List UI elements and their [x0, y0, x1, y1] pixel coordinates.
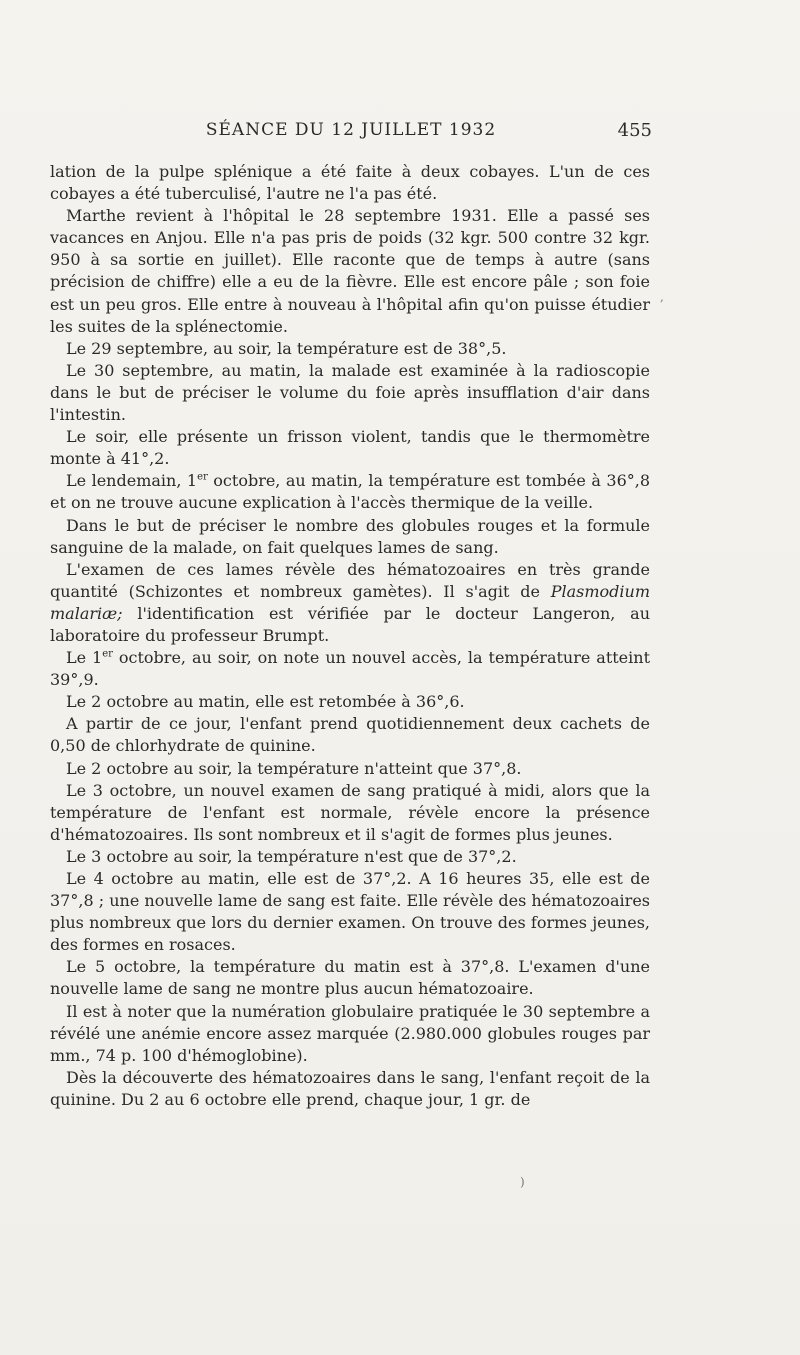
paragraph: Le 29 septembre, au soir, la température est de 38°,5.	[66, 338, 507, 358]
paragraph: Le soir, elle présente un frisson violent, tandis que le thermomètre monte à 41°,2.	[50, 427, 650, 469]
paragraph: Le 2 octobre au soir, la température n'atteint que 37°,8.	[66, 758, 522, 778]
species-name: Plasmodium malariæ;	[50, 581, 650, 623]
paragraph: Dès la découverte des hématozoaires dans le sang, l'enfant reçoit de la quinine. Du 2 au 6 octobre elle prend, chaque jour, 1 gr. de	[50, 1067, 650, 1109]
paragraph: L'examen de ces lames révèle des hématozoaires en très grande quantité (Schizontes et nombreux gamètes). Il s'agit de Plasmodium malariæ; l'identification est vérifiée par le docteur Langeron, au laboratoire du professeur Brumpt.	[50, 559, 650, 645]
paragraph: Le lendemain, 1er octobre, au matin, la température est tombée à 36°,8 et on ne trouve aucune explication à l'accès thermique de la veille.	[50, 471, 651, 513]
paragraph: Il est à noter que la numération globulaire pratiquée le 30 septembre a révélé une anémie encore assez marquée (2.980.000 globules rouges par mm., 74 p. 100 d'hémoglobine).	[50, 1001, 650, 1065]
paragraph: A partir de ce jour, l'enfant prend quotidiennement deux cachets de 0,50 de chlorhydrate de quinine.	[50, 714, 650, 756]
paragraph: Dans le but de préciser le nombre des globules rouges et la formule sanguine de la malade, on fait quelques lames de sang.	[50, 515, 650, 557]
paragraph: lation de la pulpe splénique a été faite à deux cobayes. L'un de ces cobayes a été tuberculisé, l'autre ne l'a pas été.	[50, 162, 650, 204]
body-text	[50, 161, 650, 1111]
margin-speck: ,	[660, 290, 664, 304]
paragraph: Le 3 octobre au soir, la température n'est que de 37°,2.	[66, 846, 517, 866]
paragraph: Le 3 octobre, un nouvel examen de sang pratiqué à midi, alors que la température de l'enfant est normale, révèle encore la présence d'hématozoaires. Ils sont nombreux et il s'agit de formes plus jeunes.	[50, 780, 650, 844]
paragraph: Le 5 octobre, la température du matin est à 37°,8. L'examen d'une nouvelle lame de sang ne montre plus aucun hématozoaire.	[50, 957, 650, 999]
paragraph: Le 4 octobre au matin, elle est de 37°,2. A 16 heures 35, elle est de 37°,8 ; une nouvelle lame de sang est faite. Elle révèle des hématozoaires plus nombreux que lors du dernier examen. On trouve des formes jeunes, des formes en rosaces.	[50, 869, 650, 955]
paragraph: Le 1er octobre, au soir, on note un nouvel accès, la température atteint 39°,9.	[50, 648, 651, 690]
page-title: SÉANCE DU 12 JUILLET 1932	[205, 120, 497, 140]
running-header	[50, 118, 652, 148]
paragraph: Le 30 septembre, au matin, la malade est examinée à la radioscopie dans le but de préciser le volume du foie après insufflation d'air dans l'intestin.	[50, 360, 650, 425]
paragraph: Marthe revient à l'hôpital le 28 septembre 1931. Elle a passé ses vacances en Anjou. Elle n'a pas pris de poids (32 kgr. 500 contre 32 kgr. 950 à sa sortie en juillet). Elle raconte que de temps à autre (sans précision de chiffre) elle a eu de la fièvre. Elle est encore pâle ; son foie est un peu gros. Elle entre à nouveau à l'hôpital afin qu'on puisse étudier les suites de la splénectomie.	[50, 206, 650, 336]
margin-speck: )	[520, 1175, 525, 1189]
page-number: 455	[617, 120, 652, 141]
paragraph: Le 2 octobre au matin, elle est retombée à 36°,6.	[66, 692, 465, 712]
